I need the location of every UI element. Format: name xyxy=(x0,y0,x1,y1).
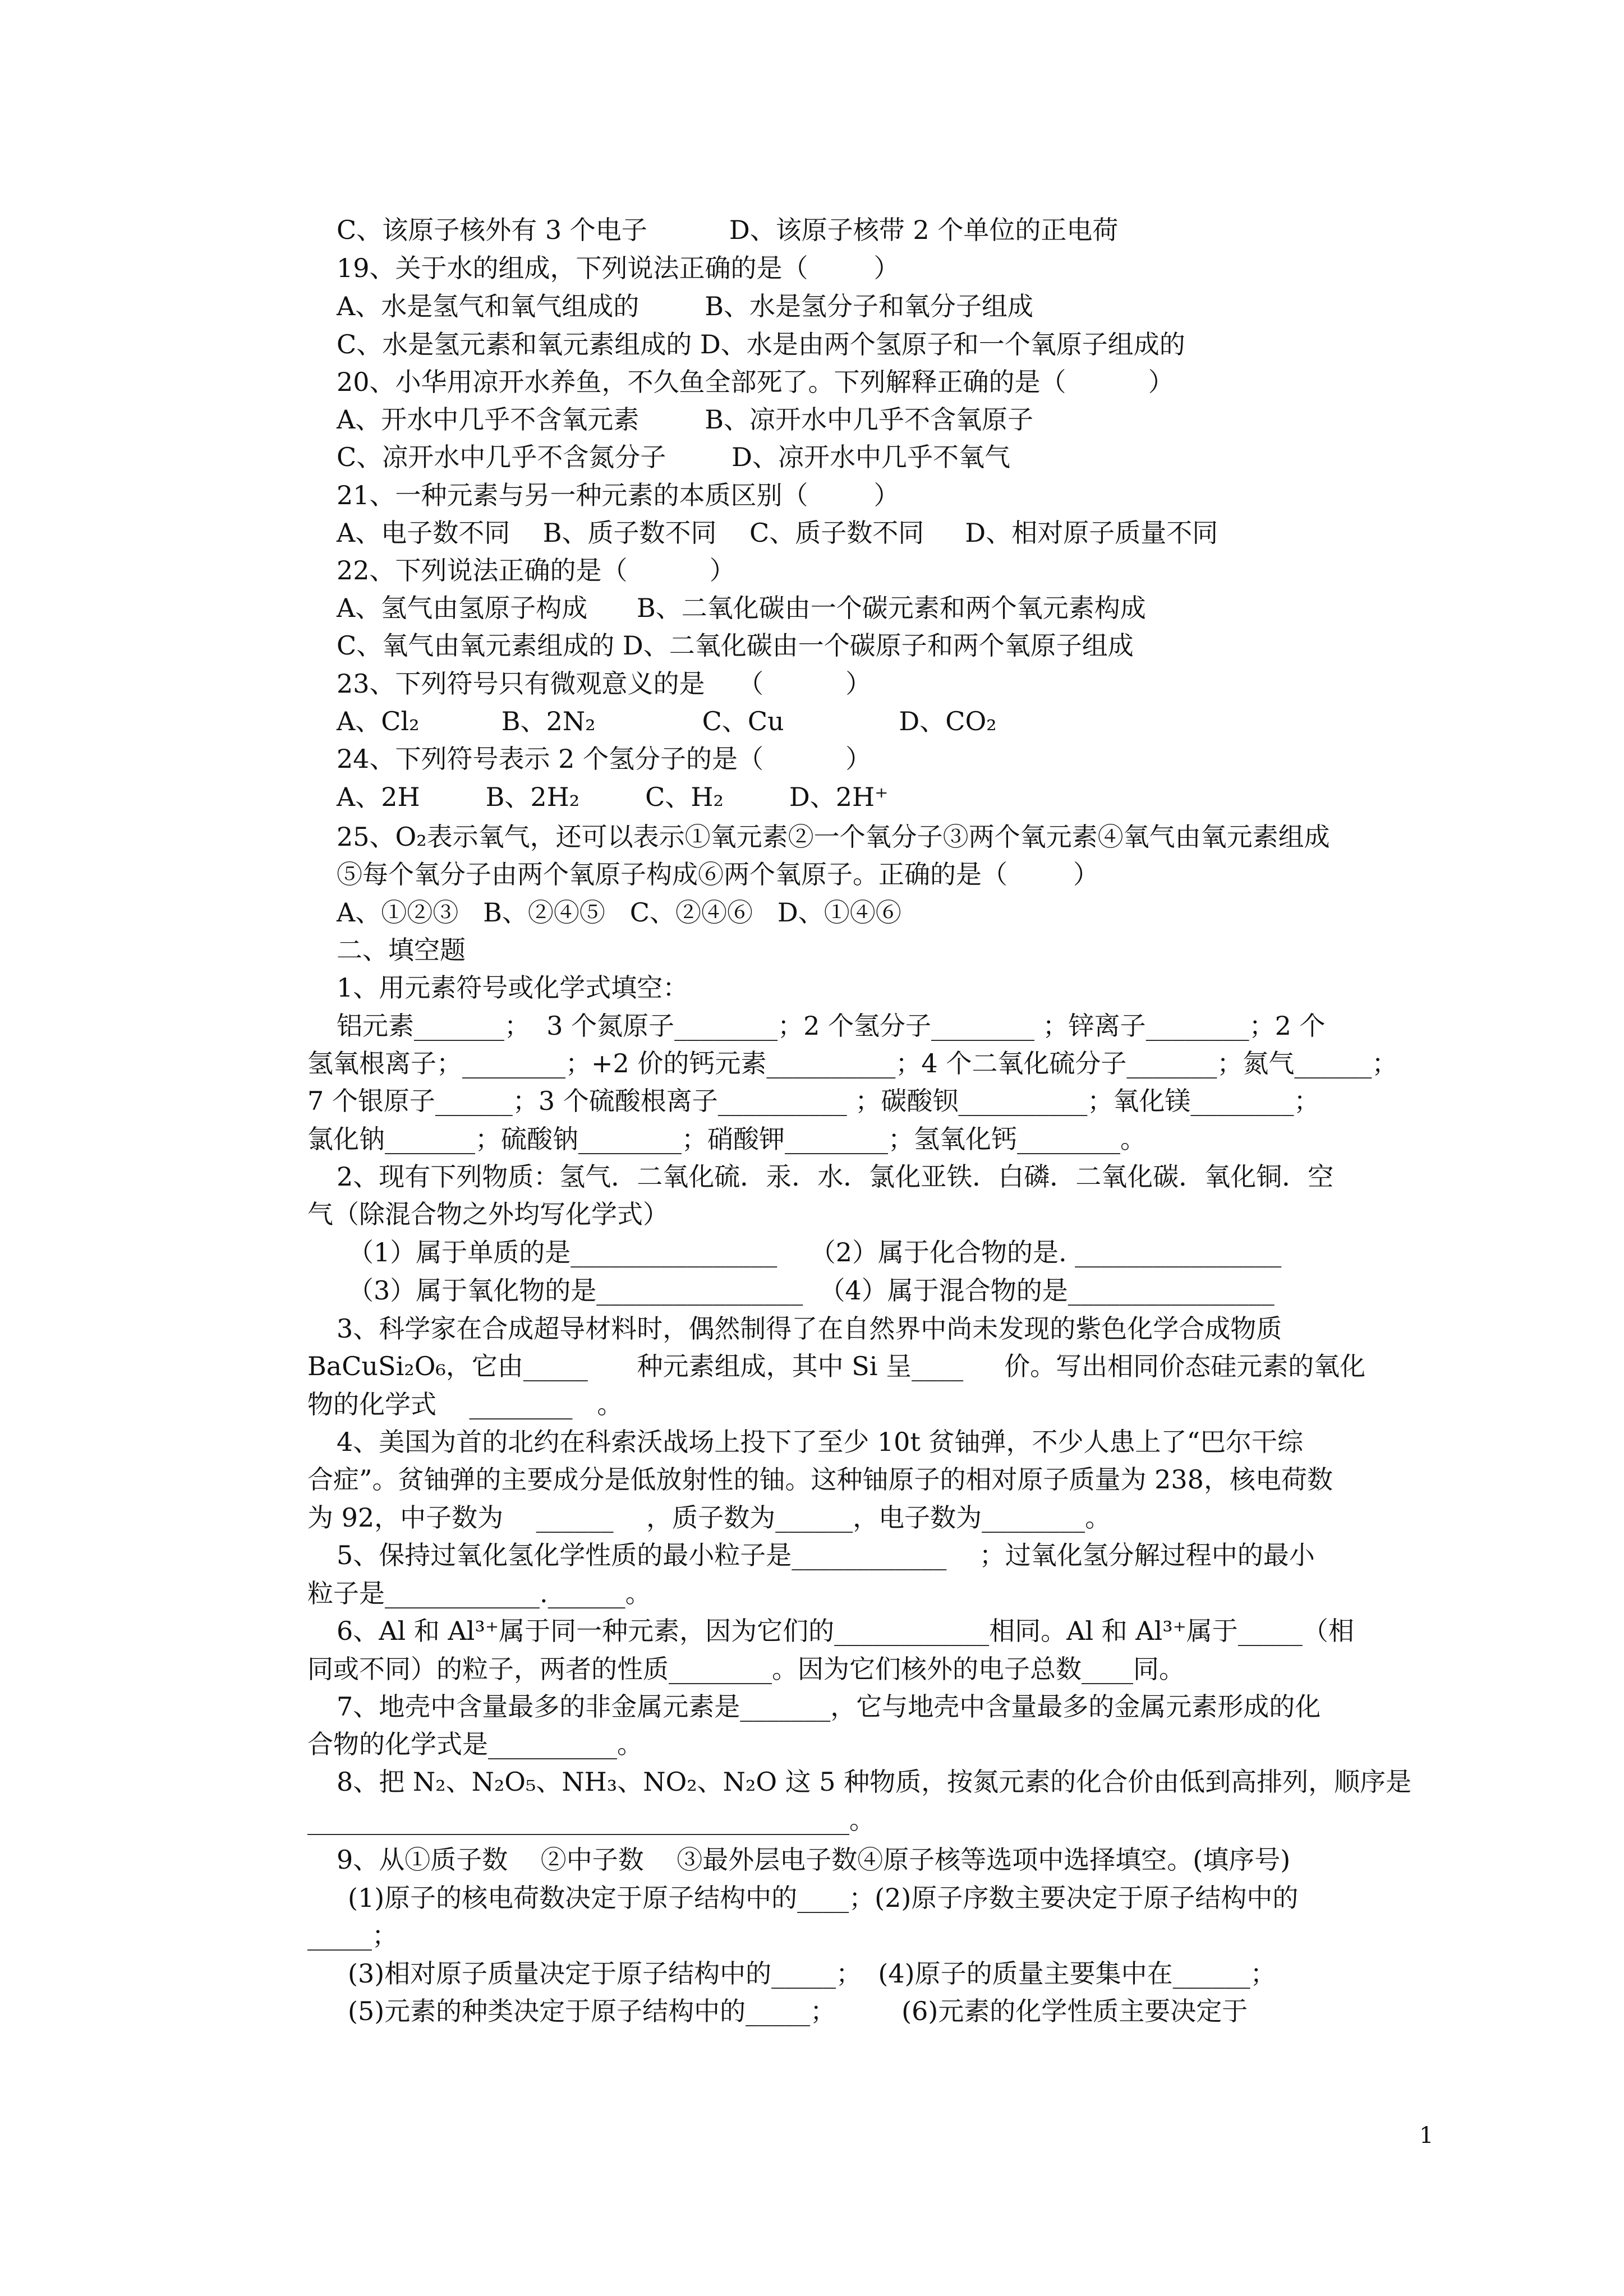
text-line: 二、填空题 xyxy=(337,935,466,965)
text-line: 铝元素_______； 3 个氮原子________；2 个氢分子________ ；锌离子________；2 个 xyxy=(337,1011,1326,1041)
text-line: 同或不同）的粒子，两者的性质________。因为它们核外的电子总数____同。 xyxy=(307,1654,1185,1684)
text-line: A、①②③ B、②④⑤ C、②④⑥ D、①④⑥ xyxy=(337,897,901,928)
text-line: __________________________________________。 xyxy=(307,1805,875,1835)
text-line: 气（除混合物之外均写化学式） xyxy=(307,1199,669,1229)
text-line: （3）属于氧化物的是________________ （4）属于混合物的是________________ xyxy=(348,1275,1275,1306)
text-line: 合物的化学式是__________。 xyxy=(307,1729,643,1759)
text-line: 氢氧根离子；________；+2 价的钙元素__________；4 个二氧化硫分子_______；氮气______； xyxy=(307,1048,1398,1078)
text-line: A、2H B、2H₂ C、H₂ D、2H⁺ xyxy=(337,782,889,812)
text-line: 4、美国为首的北约在科索沃战场上投下了至少 10t 贫铀弹，不少人患上了“巴尔干综 xyxy=(337,1427,1304,1457)
text-line: 为 92，中子数为 ______ ，质子数为______，电子数为________。 xyxy=(307,1502,1111,1533)
text-line: 粒子是____________.______。 xyxy=(307,1578,651,1608)
text-line: C、氧气由氧元素组成的 D、二氧化碳由一个碳原子和两个氧原子组成 xyxy=(337,630,1134,661)
text-line: (3)相对原子质量决定于原子结构中的_____； (4)原子的质量主要集中在______； xyxy=(348,1958,1276,1989)
text-line: 8、把 N₂、N₂O₅、NH₃、NO₂、N₂O 这 5 种物质，按氮元素的化合价由低到高排列，顺序是 xyxy=(337,1767,1412,1797)
text-line: (1)原子的核电荷数决定于原子结构中的____；(2)原子序数主要决定于原子结构中的 xyxy=(348,1883,1299,1913)
text-line: 氯化钠_______；硫酸钠________；硝酸钾________；氢氧化钙________。 xyxy=(307,1124,1146,1154)
text-line: A、氢气由氢原子构成 B、二氧化碳由一个碳元素和两个氧元素构成 xyxy=(337,593,1146,623)
text-line: 7、地壳中含量最多的非金属元素是_______，它与地壳中含量最多的金属元素形成的化 xyxy=(337,1691,1321,1722)
text-line: 20、小华用凉开水养鱼，不久鱼全部死了。下列解释正确的是（ ） xyxy=(337,367,1174,397)
text-line: 23、下列符号只有微观意义的是 （ ） xyxy=(337,668,872,699)
text-line: 19、关于水的组成，下列说法正确的是（ ） xyxy=(337,253,900,283)
text-line: A、开水中几乎不含氧元素 B、凉开水中几乎不含氧原子 xyxy=(337,404,1033,435)
text-line: C、该原子核外有 3 个电子 D、该原子核带 2 个单位的正电荷 xyxy=(337,215,1119,245)
text-line: 物的化学式 ________ 。 xyxy=(307,1389,623,1419)
text-line: 22、下列说法正确的是（ ） xyxy=(337,555,735,585)
text-line: 7 个银原子______；3 个硫酸根离子__________ ；碳酸钡__________；氧化镁________； xyxy=(307,1086,1320,1116)
text-line: 2、现有下列物质：氢气．二氧化硫．汞．水．氯化亚铁．白磷．二氧化碳．氧化铜．空 xyxy=(337,1161,1334,1192)
text-line: 5、保持过氧化氢化学性质的最小粒子是____________ ；过氧化氢分解过程中的最小 xyxy=(337,1540,1315,1570)
text-line: A、电子数不同 B、质子数不同 C、质子数不同 D、相对原子质量不同 xyxy=(337,518,1218,548)
page-number: 1 xyxy=(1419,2123,1434,2149)
text-line: 9、从①质子数 ②中子数 ③最外层电子数④原子核等选项中选择填空。(填序号) xyxy=(337,1845,1291,1875)
text-line: A、Cl₂ B、2N₂ C、Cu D、CO₂ xyxy=(337,706,997,736)
text-line: ⑤每个氧分子由两个氧原子构成⑥两个氧原子。正确的是（ ） xyxy=(337,859,1099,889)
text-line: (5)元素的种类决定于原子结构中的_____； (6)元素的化学性质主要决定于 xyxy=(348,1996,1248,2026)
text-line: （1）属于单质的是________________ （2）属于化合物的是. ________________ xyxy=(348,1237,1282,1267)
text-line: 21、一种元素与另一种元素的本质区别（ ） xyxy=(337,480,900,510)
text-line: 1、用元素符号或化学式填空： xyxy=(337,972,689,1003)
text-line: 25、O₂表示氧气，还可以表示①氧元素②一个氧分子③两个氧元素④氧气由氧元素组成 xyxy=(337,822,1330,852)
text-line: BaCuSi₂O₆，它由_____ 种元素组成，其中 Si 呈____ 价。写出相同价态硅元素的氧化 xyxy=(307,1351,1366,1381)
text-line: 合症”。贫铀弹的主要成分是低放射性的铀。这种铀原子的相对原子质量为 238，核电荷数 xyxy=(307,1464,1333,1495)
text-line: C、水是氢元素和氧元素组成的 D、水是由两个氢原子和一个氧原子组成的 xyxy=(337,329,1185,359)
text-line: 3、科学家在合成超导材料时，偶然制得了在自然界中尚未发现的紫色化学合成物质 xyxy=(337,1313,1282,1344)
text-line: _____； xyxy=(307,1920,398,1951)
text-line: 24、下列符号表示 2 个氢分子的是（ ） xyxy=(337,744,872,774)
text-line: A、水是氢气和氧气组成的 B、水是氢分子和氧分子组成 xyxy=(337,291,1033,321)
text-line: 6、Al 和 Al³⁺属于同一种元素，因为它们的____________相同。Al 和 Al³⁺属于_____（相 xyxy=(337,1616,1354,1646)
text-line: C、凉开水中几乎不含氮分子 D、凉开水中几乎不氧气 xyxy=(337,442,1011,472)
